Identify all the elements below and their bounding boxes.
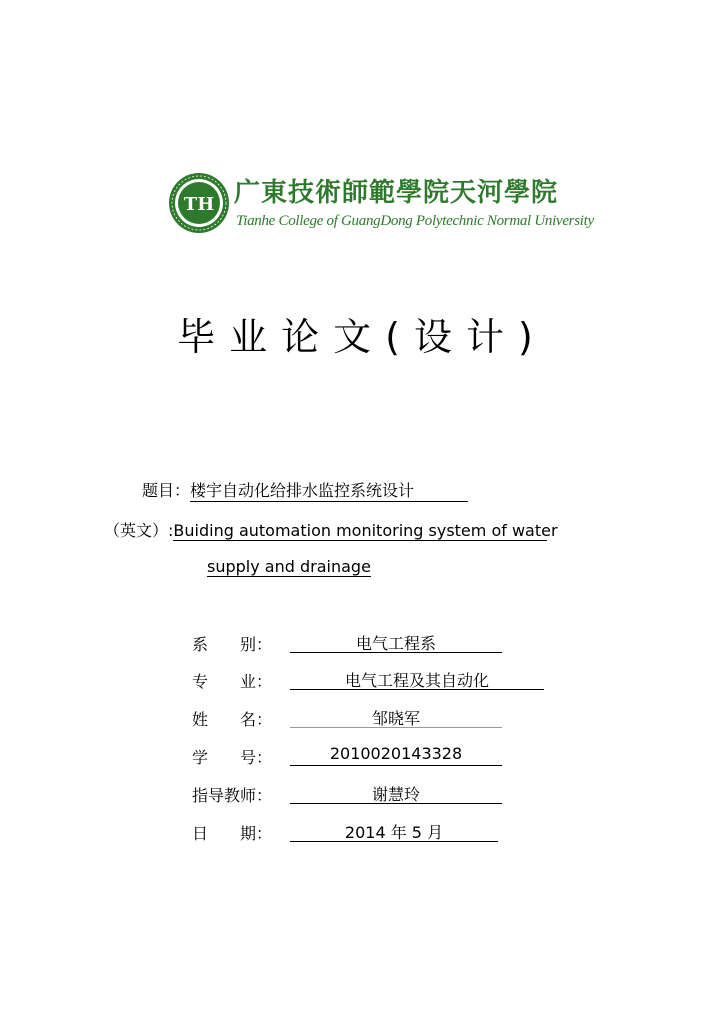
student-id-value: 2010020143328 xyxy=(290,744,502,766)
english-label: （英文）: xyxy=(104,521,174,540)
english-title-row-2 xyxy=(207,557,371,577)
school-logo xyxy=(168,172,594,238)
advisor-label: 指导教师： xyxy=(192,786,273,805)
department-value: 电气工程系 xyxy=(290,631,502,653)
document-title: 毕业论文(设计) xyxy=(177,315,547,359)
major-label: 专 业： xyxy=(192,672,273,691)
date-value: 2014 年 5 月 xyxy=(290,820,498,842)
topic-value: 楼宇自动化给排水监控系统设计 xyxy=(190,478,468,502)
seal-text: TH xyxy=(183,194,215,215)
english-title-row xyxy=(104,518,558,541)
student-id-label: 学 号： xyxy=(192,748,273,767)
advisor-value: 谢慧玲 xyxy=(290,782,502,804)
school-name-en: Tianhe College of GuangDong Polytechnic Normal University xyxy=(236,213,594,229)
school-name-cn: 广東技術師範學院天河學院 xyxy=(234,178,559,208)
english-title-line1: Buiding automation monitoring system of water xyxy=(173,521,558,540)
topic-label: 题目： xyxy=(142,481,191,500)
topic-row xyxy=(142,478,468,502)
name-label: 姓 名： xyxy=(192,710,273,729)
english-title-line2: supply and drainage xyxy=(207,557,371,576)
department-label: 系 别： xyxy=(192,635,273,654)
name-value: 邹晓军 xyxy=(290,706,502,728)
school-seal-icon xyxy=(168,172,230,234)
date-label: 日 期： xyxy=(192,824,273,843)
major-value: 电气工程及其自动化 xyxy=(290,668,544,690)
